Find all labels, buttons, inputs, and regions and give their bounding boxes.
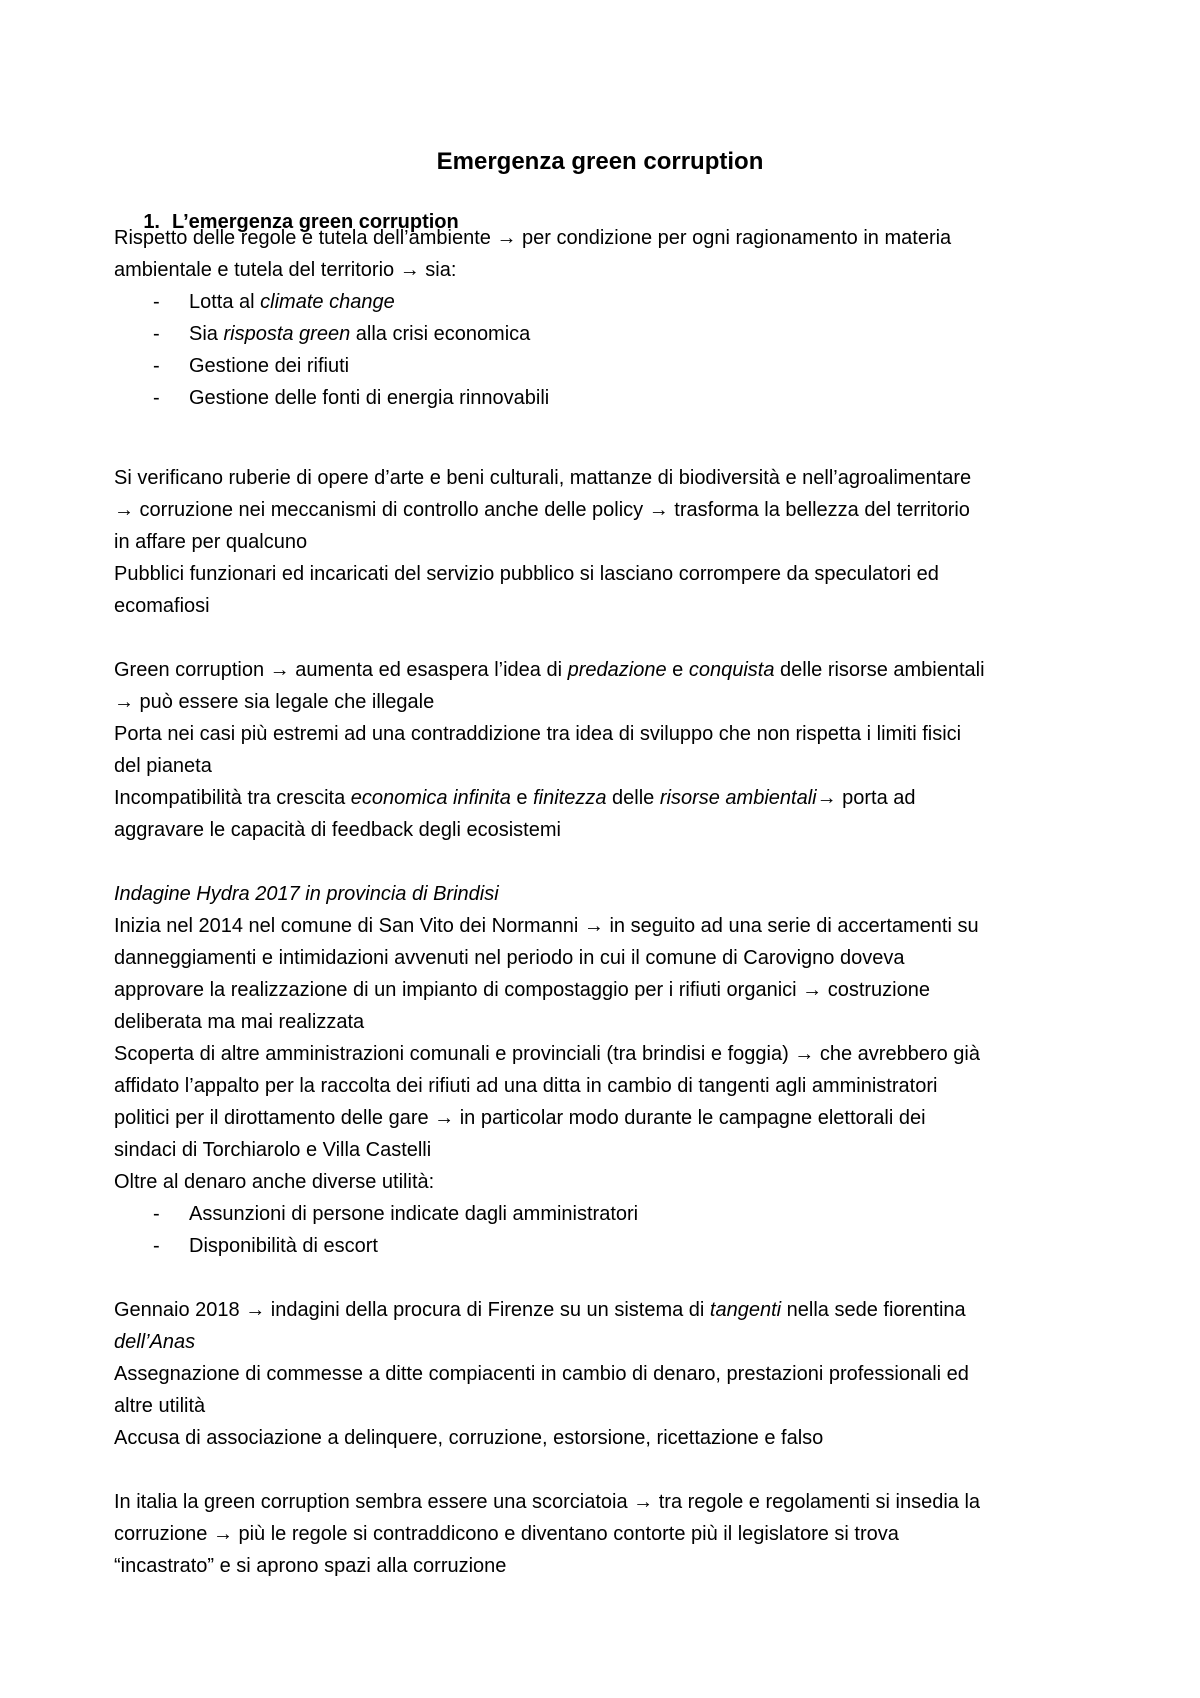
text-run: corruzione bbox=[114, 1523, 213, 1545]
arrow-icon: → bbox=[816, 787, 837, 809]
text-run: delle risorse ambientali bbox=[774, 659, 985, 681]
paragraph-line bbox=[114, 686, 434, 718]
paragraph-line: danneggiamenti e intimidazioni avvenuti nel periodo in cui il comune di Carovigno doveva bbox=[114, 947, 905, 969]
text-run: che avrebbero già bbox=[814, 1043, 980, 1065]
paragraph-line bbox=[114, 654, 985, 686]
arrow-icon: → bbox=[794, 1043, 815, 1065]
text-run: in particolar modo durante le campagne elettorali dei bbox=[454, 1107, 926, 1129]
paragraph-line: Assegnazione di commesse a ditte compiacenti in cambio di denaro, prestazioni professionali ed bbox=[114, 1363, 969, 1385]
text-run: Green corruption bbox=[114, 659, 270, 681]
paragraph-line: ecomafiosi bbox=[114, 595, 210, 617]
paragraph-line bbox=[114, 974, 930, 1006]
list-item-text: Assunzioni di persone indicate dagli amministratori bbox=[189, 1203, 639, 1225]
paragraph-line bbox=[114, 1486, 980, 1518]
dash-bullet-icon: - bbox=[153, 387, 160, 409]
text-run: Gennaio 2018 bbox=[114, 1299, 246, 1321]
dash-bullet-icon: - bbox=[153, 355, 160, 377]
paragraph-line bbox=[114, 910, 979, 942]
paragraph-line: Oltre al denaro anche diverse utilità: bbox=[114, 1171, 435, 1193]
paragraph-line: Accusa di associazione a delinquere, corruzione, estorsione, ricettazione e falso bbox=[114, 1427, 824, 1449]
document-title: Emergenza green corruption bbox=[436, 148, 764, 175]
paragraph-line: Pubblici funzionari ed incaricati del servizio pubblico si lasciano corrompere da speculatori ed bbox=[114, 563, 939, 585]
italic-text: dell’Anas bbox=[114, 1331, 196, 1353]
text-run: Incompatibilità tra crescita bbox=[114, 787, 351, 809]
text-run: Sia bbox=[189, 323, 224, 345]
text-run: Lotta al bbox=[189, 291, 261, 313]
text-run: più le regole si contraddicono e diventano contorte più il legislatore si trova bbox=[232, 1523, 899, 1545]
paragraph-line bbox=[114, 782, 916, 814]
text-run: Rispetto delle regole e tutela dell’ambiente bbox=[114, 227, 497, 249]
text-run: delle bbox=[606, 787, 660, 809]
text-run: alla crisi economica bbox=[350, 323, 531, 345]
paragraph-line bbox=[114, 254, 456, 286]
paragraph-line bbox=[114, 1294, 966, 1326]
arrow-icon: → bbox=[434, 1107, 455, 1129]
arrow-icon: → bbox=[648, 499, 669, 521]
list-item-text: Gestione dei rifiuti bbox=[189, 355, 350, 377]
italic-text: finitezza bbox=[533, 787, 607, 809]
paragraph-line: aggravare le capacità di feedback degli ecosistemi bbox=[114, 819, 561, 841]
text-run: sia: bbox=[419, 259, 457, 281]
text-run: Inizia nel 2014 nel comune di San Vito dei Normanni bbox=[114, 915, 584, 937]
text-run: In italia la green corruption sembra essere una scorciatoia bbox=[114, 1491, 634, 1513]
text-run: corruzione nei meccanismi di controllo anche delle policy bbox=[134, 499, 649, 521]
text-run: nella sede fiorentina bbox=[781, 1299, 966, 1321]
text-run: aumenta ed esaspera l’idea di bbox=[289, 659, 568, 681]
list-item-text: Gestione delle fonti di energia rinnovabili bbox=[189, 387, 550, 409]
arrow-icon: → bbox=[269, 659, 290, 681]
italic-text: risorse ambientali bbox=[659, 787, 817, 809]
paragraph-line: in affare per qualcuno bbox=[114, 531, 308, 553]
paragraph-line bbox=[114, 494, 970, 526]
paragraph-line: altre utilità bbox=[114, 1395, 206, 1417]
section-heading-text: L’emergenza green corruption bbox=[172, 211, 459, 233]
text-run: e bbox=[666, 659, 689, 681]
italic-text: conquista bbox=[688, 659, 775, 681]
arrow-icon: → bbox=[114, 499, 134, 521]
text-run: porta ad bbox=[836, 787, 916, 809]
text-run: approvare la realizzazione di un impianto di compostaggio per i rifiuti organici bbox=[114, 979, 803, 1001]
arrow-icon: → bbox=[114, 691, 134, 713]
paragraph-line bbox=[114, 878, 499, 910]
text-run: tra regole e regolamenti si insedia la bbox=[653, 1491, 981, 1513]
text-run: Scoperta di altre amministrazioni comunali e provinciali (tra brindisi e foggia) bbox=[114, 1043, 795, 1065]
dash-bullet-icon: - bbox=[153, 323, 160, 345]
arrow-icon: → bbox=[583, 915, 604, 937]
arrow-icon: → bbox=[399, 259, 420, 281]
italic-heading: Indagine Hydra 2017 in provincia di Brindisi bbox=[114, 883, 499, 905]
text-run: e bbox=[510, 787, 534, 809]
paragraph-line bbox=[114, 222, 951, 254]
dash-bullet-icon: - bbox=[153, 291, 160, 313]
paragraph-line: “incastrato” e si aprono spazi alla corruzione bbox=[114, 1555, 507, 1577]
arrow-icon: → bbox=[212, 1523, 233, 1545]
arrow-icon: → bbox=[245, 1299, 266, 1321]
paragraph-line: sindaci di Torchiarolo e Villa Castelli bbox=[114, 1139, 432, 1161]
arrow-icon: → bbox=[496, 227, 517, 249]
italic-text: climate change bbox=[260, 291, 395, 313]
text-run: in seguito ad una serie di accertamenti su bbox=[603, 915, 979, 937]
arrow-icon: → bbox=[802, 979, 823, 1001]
paragraph-line: affidato l’appalto per la raccolta dei rifiuti ad una ditta in cambio di tangenti agli amministratori bbox=[114, 1075, 938, 1097]
text-run: indagini della procura di Firenze su un sistema di bbox=[265, 1299, 710, 1321]
dash-bullet-icon: - bbox=[153, 1203, 160, 1225]
paragraph-line: deliberata ma mai realizzata bbox=[114, 1011, 365, 1033]
paragraph-line bbox=[114, 1102, 926, 1134]
text-run: ambientale e tutela del territorio bbox=[114, 259, 400, 281]
paragraph-line: del pianeta bbox=[114, 755, 212, 777]
section-number: 1. bbox=[143, 211, 160, 233]
italic-text: risposta green bbox=[223, 323, 351, 345]
italic-text: economica infinita bbox=[350, 787, 511, 809]
text-run: costruzione bbox=[822, 979, 930, 1001]
paragraph-line: Si verificano ruberie di opere d’arte e beni culturali, mattanze di biodiversità e nell’agroalimentare bbox=[114, 467, 972, 489]
text-run: politici per il dirottamento delle gare bbox=[114, 1107, 435, 1129]
italic-text: tangenti bbox=[709, 1299, 782, 1321]
paragraph-line bbox=[114, 1038, 980, 1070]
list-item-text: Disponibilità di escort bbox=[189, 1235, 378, 1257]
text-run: per condizione per ogni ragionamento in materia bbox=[516, 227, 952, 249]
paragraph-line bbox=[114, 1326, 195, 1358]
paragraph-line bbox=[114, 1518, 899, 1550]
italic-text: predazione bbox=[567, 659, 667, 681]
text-run: può essere sia legale che illegale bbox=[134, 691, 435, 713]
dash-bullet-icon: - bbox=[153, 1235, 160, 1257]
paragraph-line: Porta nei casi più estremi ad una contraddizione tra idea di sviluppo che non rispetta i limiti fisici bbox=[114, 723, 962, 745]
arrow-icon: → bbox=[633, 1491, 654, 1513]
text-run: trasforma la bellezza del territorio bbox=[668, 499, 970, 521]
